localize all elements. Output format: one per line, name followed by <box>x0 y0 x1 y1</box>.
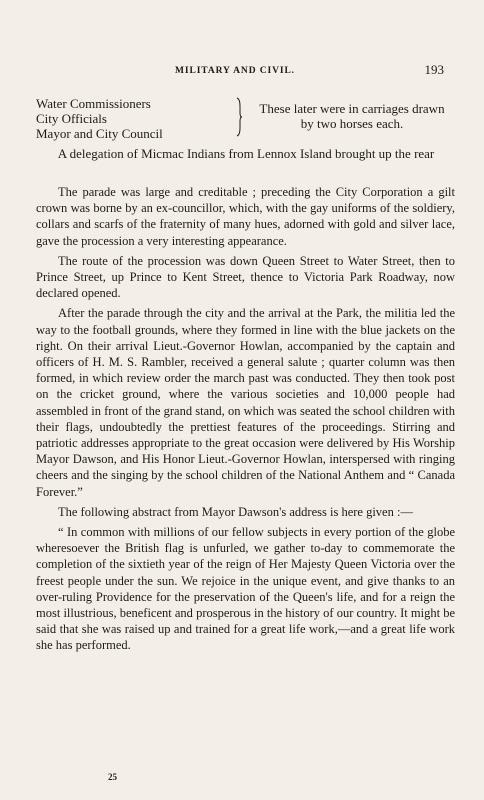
grouping-brace <box>236 97 242 137</box>
running-head: MILITARY AND CIVIL. <box>175 66 295 76</box>
paragraph-address-quote: “ In common with millions of our fellow subjects in every portion of the globe wheresoever the British flag is unfurled, we gather to-day to commemorate the completion of the sixtieth year of the reign of Her Majesty Queen Victoria over the freest people under the sun. We rejoice in the unique event, and give thanks to an over-ruling Providence for the preservation of the Queen's life, and for a reign the most illustrious, beneficent and prosperous in the history of our country. It might be said that she was raised up and trained for a great life work,—and a great life work she has performed. <box>36 525 455 653</box>
body-text <box>36 184 455 658</box>
paragraph-parade: The parade was large and creditable ; preceding the City Corporation a gilt crown was borne by an ex-councillor, which, with the gay uniforms of the soldiery, collars and scarfs of the fraternity of many hues, adorned with gold and silver lace, gave the procession a very interesting appearance. <box>36 185 455 248</box>
carriage-note: These later were in carriages drawn by two horses each. <box>259 101 445 131</box>
paragraph-abstract-intro: The following abstract from Mayor Dawson's address is here given :— <box>58 504 413 519</box>
page-number: 193 <box>424 62 444 77</box>
procession-item-city-officials: City Officials <box>36 111 107 126</box>
procession-item-mayor-council: Mayor and City Council <box>36 126 163 141</box>
paragraph-route: The route of the procession was down Queen Street to Water Street, then to Prince Street, up Prince to Kent Street, thence to Victoria Park Roadway, now declared opened. <box>36 253 455 301</box>
signature-mark: 25 <box>108 772 117 782</box>
delegation-line: A delegation of Micmac Indians from Lennox Island brought up the rear <box>57 146 435 161</box>
procession-order <box>36 96 456 144</box>
paragraph-park: After the parade through the city and the arrival at the Park, the militia led the way to the football grounds, where they formed in line with the blue jackets on the right. On their arrival Lieut.-Governor Howlan, accompanied by the captain and officers of H. M. S. Rambler, received a general salute ; quarter column was then formed, in which review order the march past was conducted. They then took post on the cricket ground, where the various societies and 10,000 people had assembled in front of the grand stand, on which was seated the school children with their flags, undoubtedly the prettiest features of the proceedings. Stirring and patriotic addresses appropriate to the great occasion were delivered by His Worship Mayor Dawson, and His Honor Lieut.-Governor Howlan, interspersed with ringing cheers and the singing by the school children of the National Anthem and “ Canada Forever.” <box>36 306 455 499</box>
procession-list <box>36 96 163 141</box>
procession-item-water-commissioners: Water Commissioners <box>36 96 151 111</box>
